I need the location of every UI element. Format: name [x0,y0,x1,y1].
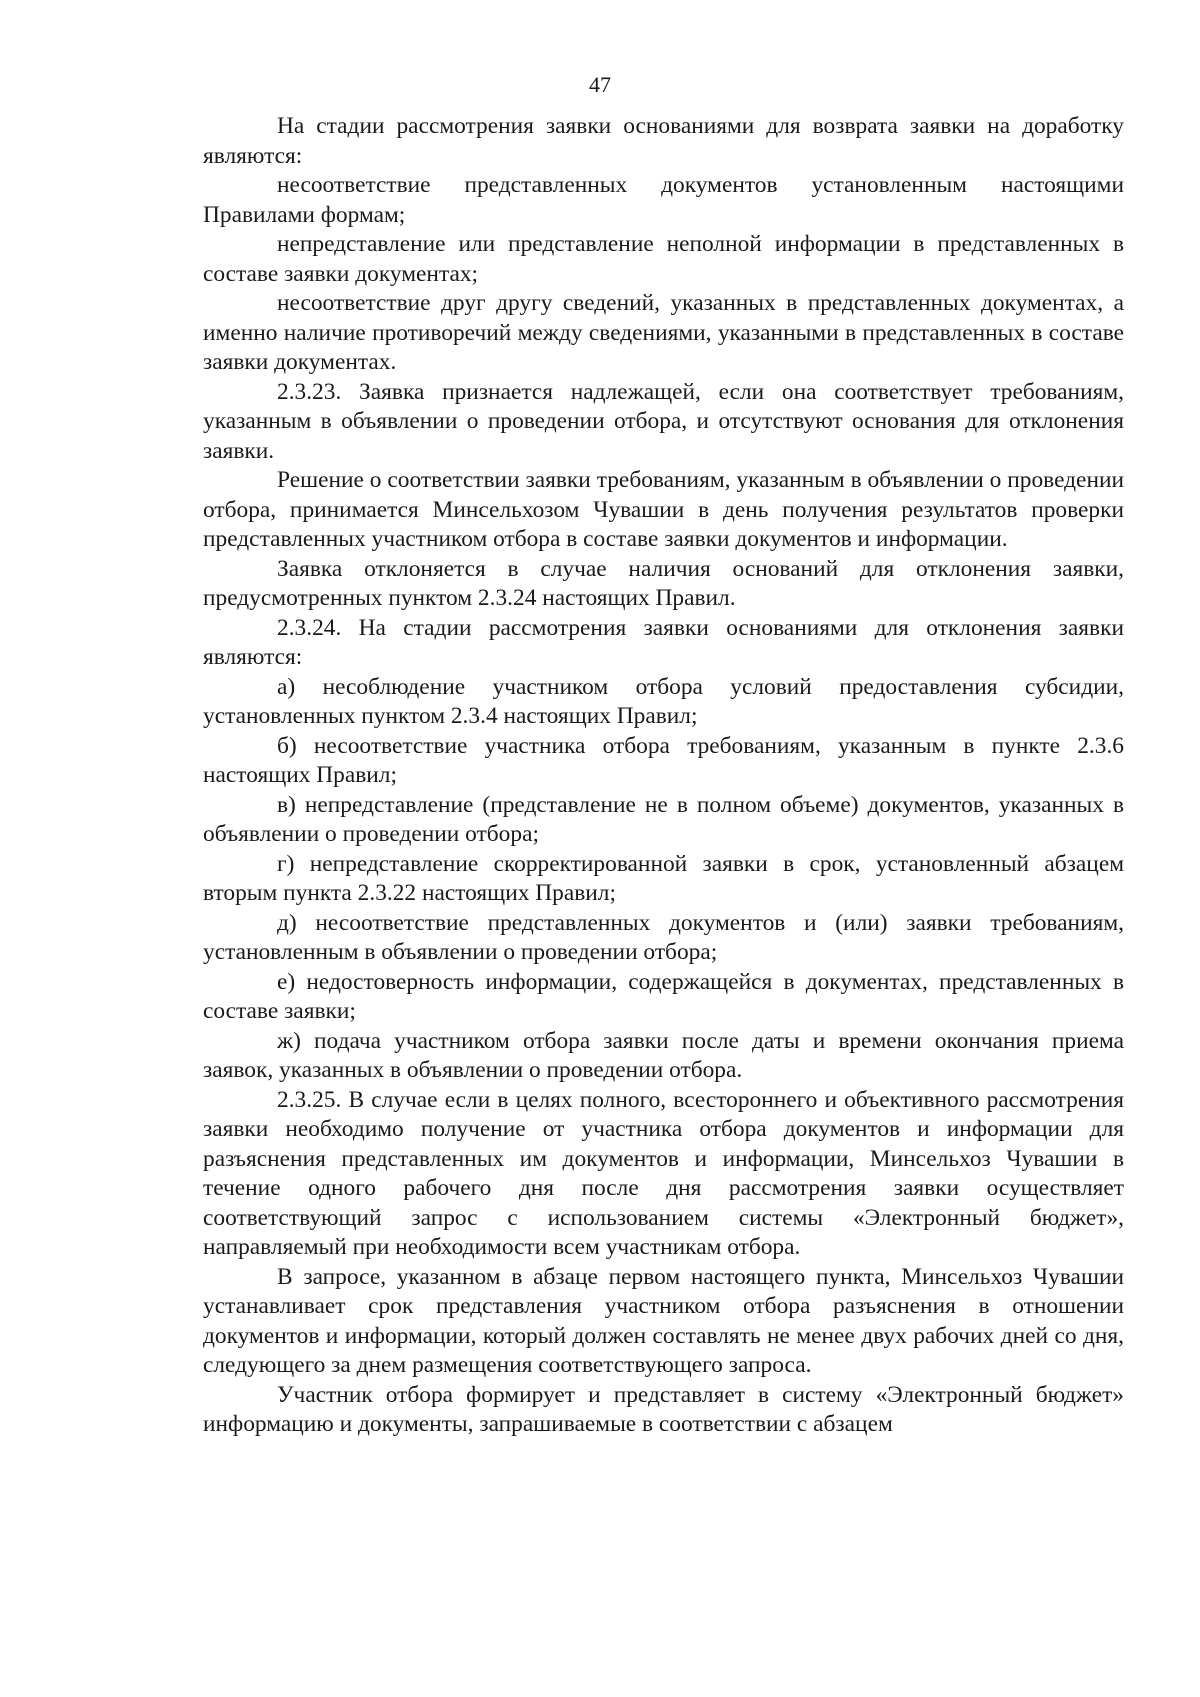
paragraph: На стадии рассмотрения заявки основаниями для возврата заявки на доработку являются: [203,113,1124,169]
paragraph: 2.3.24. На стадии рассмотрения заявки основаниями для отклонения заявки являются: [203,614,1124,670]
paragraph: е) недостоверность информации, содержащейся в документах, представленных в составе заявки; [203,968,1124,1024]
paragraph: непредставление или представление неполной информации в представленных в составе заявки документах; [203,231,1124,287]
paragraph: Решение о соответствии заявки требованиям, указанным в объявлении о проведении отбора, принимается Минсельхозом Чувашии в день получения результатов проверки представленных участником отбора в составе заявки документов и информации. [203,467,1124,552]
page-number: 47 [589,72,611,97]
paragraph: 2.3.25. В случае если в целях полного, всестороннего и объективного рассмотрения заявки необходимо получение от участника отбора документов и информации для разъяснения представленных им документов и информации, Минсельхоз Чувашии в течение одного рабочего дня после дня рассмотрения заявки осуществляет соответствующий запрос с использованием системы «Электронный бюджет», направляемый при необходимости всем участникам отбора. [203,1086,1124,1260]
paragraph: а) несоблюдение участником отбора условий предоставления субсидии, установленных пунктом 2.3.4 настоящих Правил; [203,673,1124,729]
paragraph: ж) подача участником отбора заявки после даты и времени окончания приема заявок, указанных в объявлении о проведении отбора. [203,1027,1124,1083]
paragraph: д) несоответствие представленных документов и (или) заявки требованиям, установленным в объявлении о проведении отбора; [203,909,1124,965]
paragraph: 2.3.23. Заявка признается надлежащей, если она соответствует требованиям, указанным в объявлении о проведении отбора, и отсутствуют основания для отклонения заявки. [203,378,1124,464]
paragraph: г) непредставление скорректированной заявки в срок, установленный абзацем вторым пункта 2.3.22 настоящих Правил; [203,850,1124,906]
paragraph: несоответствие друг другу сведений, указанных в представленных документах, а именно наличие противоречий между сведениями, указанными в представленных в составе заявки документах. [203,290,1124,375]
paragraph: несоответствие представленных документов установленным настоящими Правилами формам; [203,172,1124,228]
paragraph: В запросе, указанном в абзаце первом настоящего пункта, Минсельхоз Чувашии устанавливает срок представления участником отбора разъяснения в отношении документов и информации, который должен составлять не менее двух рабочих дней со дня, следующего за днем размещения соответствующего запроса. [203,1263,1124,1378]
paragraph: в) непредставление (представление не в полном объеме) документов, указанных в объявлении о проведении отбора; [203,791,1124,847]
document-body [203,112,1124,1440]
paragraph: Заявка отклоняется в случае наличия оснований для отклонения заявки, предусмотренных пунктом 2.3.24 настоящих Правил. [203,555,1124,611]
paragraph: б) несоответствие участника отбора требованиям, указанным в пункте 2.3.6 настоящих Правил; [203,732,1124,788]
paragraph: Участник отбора формирует и представляет в систему «Электронный бюджет» информацию и документы, запрашиваемые в соответствии с абзацем [203,1381,1124,1437]
